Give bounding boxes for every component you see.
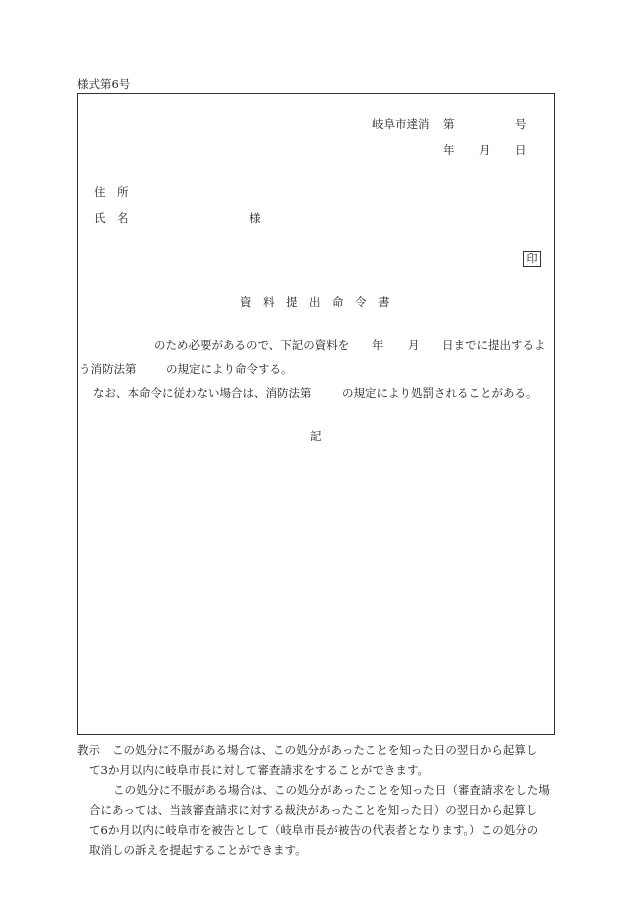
body-line3-penalty: の規定により処罰されることがある。 [342, 386, 538, 400]
document-title: 資 料 提 出 命 令 書 [240, 295, 390, 309]
instruction-section [77, 740, 550, 860]
form-frame [77, 93, 555, 735]
instruction-p2-line3: て6か月以内に岐阜市を被告として（岐阜市長が被告の代表者となります。）この処分の [89, 823, 539, 837]
instruction-p2-line2: 合にあっては、当該審査請求に対する裁決があったことを知った日）の翌日から起算し [89, 803, 538, 817]
form-number-label: 様式第6号 [77, 77, 131, 91]
document-number-suffix: 号 [515, 117, 527, 131]
body-line3-penalty-intro: なお、本命令に従わない場合は、消防法第 [93, 386, 312, 400]
date-year-label: 年 [443, 143, 455, 157]
instruction-p1-line1: この処分に不服がある場合は、この処分があったことを知った日の翌日から起算し [112, 743, 538, 757]
date-day-label: 日 [515, 143, 527, 157]
issuer-code: 岐阜市達消 [372, 117, 430, 131]
body-line1-year: 年 [372, 338, 384, 352]
instruction-label: 教示 [77, 743, 100, 757]
date-month-label: 月 [479, 143, 491, 157]
instruction-p2-line1: この処分に不服がある場合は、この処分があったことを知った日（審査請求をした場 [113, 783, 550, 797]
address-label: 住 所 [94, 185, 129, 199]
document-number-prefix: 第 [443, 117, 455, 131]
honorific-label: 様 [249, 211, 261, 225]
record-heading: 記 [310, 429, 322, 443]
instruction-p1-line2: て3か月以内に岐阜市長に対して審査請求をすることができます。 [89, 763, 429, 777]
body-line2-law: う消防法第 [79, 362, 137, 376]
name-label: 氏 名 [94, 211, 129, 225]
seal-mark: 印 [523, 251, 541, 267]
body-line1-deadline: 日までに提出するよ [442, 338, 546, 352]
body-line1-month: 月 [408, 338, 420, 352]
body-line2-order: の規定により命令する。 [166, 362, 293, 376]
instruction-p2-line4: 取消しの訴えを提起することができます。 [89, 843, 307, 857]
body-line1-purpose: のため必要があるので、下記の資料を [154, 338, 350, 352]
